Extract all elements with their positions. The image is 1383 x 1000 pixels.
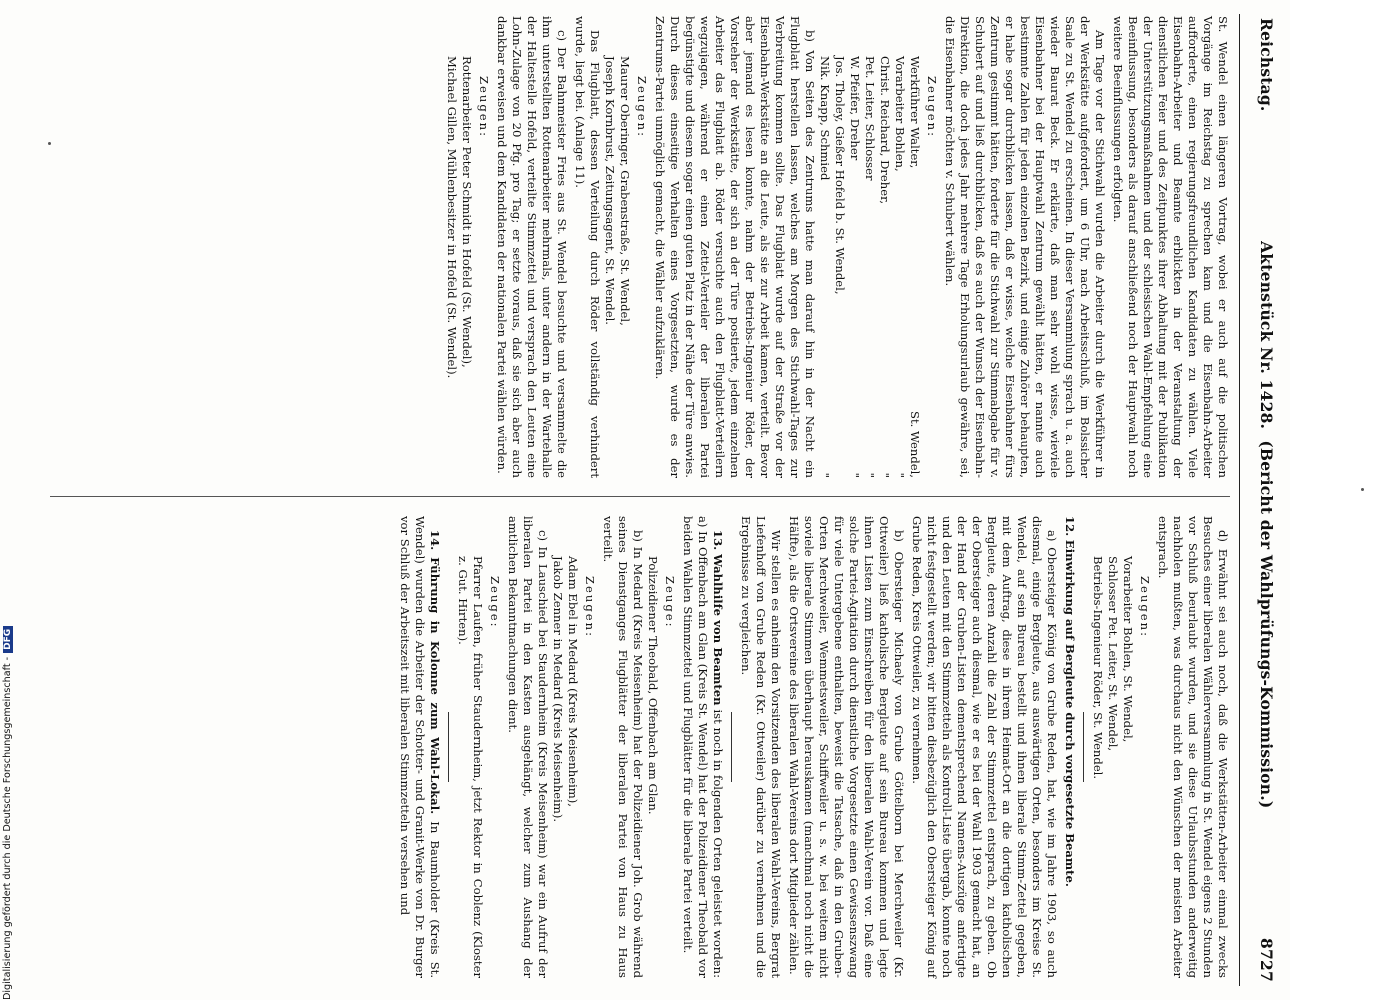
witness-list xyxy=(817,16,922,478)
witness-place: " xyxy=(848,472,862,478)
header-left: Reichstag. xyxy=(1257,18,1276,112)
witness-entry: Jakob Zenner in Medard (Kreis Meisenheim). xyxy=(551,556,565,823)
section-heading xyxy=(1062,516,1077,978)
witness-place: " xyxy=(818,472,832,478)
section-number: 13. xyxy=(711,530,725,551)
witness-label: Zeuge: xyxy=(663,576,677,629)
right-column xyxy=(394,516,1230,978)
header-center-text: Aktenstück Nr. 1428. xyxy=(1257,241,1276,430)
section-divider xyxy=(1083,712,1084,782)
paragraph: b) Von Seiten des Zentrums hatte man darauf hin in der Nacht ein Flugblatt herstellen lassen, welches am Morgen des Stichwahl-Tages zur Verbreitung kommen sollte. Das Flugblatt wurde auf der Straße vor der Eisenbahn-Werkstätte an die Leute, als sie zur Arbeit kamen, verteilt. Bevor aber jemand es lesen konnte, nahm der Betriebs-Ingenieur Röder, der Vorsteher der Werkstätte, der sich an der Türe postierte, jedem einzelnen Arbeiter das Flugblatt ab. Röder versuchte auch den Flugblatt-Verteilern wegzujagen, während er einen Zettel-Verteiler der liberalen Partei begünstigte und diesem sogar einen guten Platz in der Nähe der Türe anwies. Durch dieses einseitige Verhalten eines Vorgesetzten, wurde es der Zentrums-Partei unmöglich gemacht, die Wähler aufzuklären. xyxy=(653,16,817,478)
paragraph: Wir stellen es anheim den Vorsitzenden des liberalen Wahl-Vereins, Bergrat Liefenhoff von Grube Reden (Kr. Ottweiler) darüber zu vernehmen und die Ergebnisse zu vergleichen. xyxy=(739,516,783,978)
witness-entry xyxy=(847,16,862,478)
section-number: 14. xyxy=(428,530,442,551)
witness-entry xyxy=(892,16,907,478)
witness-entry xyxy=(862,16,877,478)
credit-text: Digitalisierung gefördert durch die Deutsche Forschungsgemeinschaft - xyxy=(2,656,13,1000)
witness-label: Zeugen: xyxy=(1138,576,1152,639)
page-header xyxy=(1244,18,1276,982)
witness-name: Jos. Tholey, Gießer Hofeld b. St. Wendel, xyxy=(833,56,847,295)
paragraph: Das Flugblatt, dessen Verteilung durch Röder vollständig verhindert wurde, liegt bei. (Anlage 11). xyxy=(573,16,602,478)
page-number: 8727 xyxy=(1257,938,1276,982)
witness-entry: Vorarbeiter Bohlen, St. Wendel, xyxy=(1121,556,1135,743)
section-paragraph xyxy=(397,516,442,978)
witness-entry xyxy=(832,16,847,478)
section-text: In Baumholder (Kreis St. Wendel) wurden die Arbeiter der Schotter- und Granit-Werke von Dr. Burger vor Schluß der Arbeitszeit mit liberalen Stimmzetteln versehen und xyxy=(398,516,442,979)
witness-place: " xyxy=(893,472,907,478)
paragraph: d) Erwähnt sei auch noch, daß die Werkstätten-Arbeiter einmal zwecks Besuches einer liberalen Wählerversammlung in St. Wendel eigens 2 Stunden vor Schluß beurlaubt wurden, und sie diese Urlaubsstunden anderweitig nachholen mußten, was durchaus nicht den Wünschen der meisten Arbeiter entsprach. xyxy=(1156,516,1230,978)
witness-name: Pet. Leiter, Schlosser xyxy=(863,56,877,181)
witness-name: Vorarbeiter Bohlen, xyxy=(893,56,907,172)
witness-entry: Polizeidiener Theobald, Offenbach am Glan. xyxy=(646,556,660,815)
witness-name: Christ. Reichard, Dreher, xyxy=(878,56,892,205)
dfg-logo: DFG xyxy=(3,626,13,653)
witness-name: W. Pfeifer, Dreher xyxy=(848,56,862,161)
left-column xyxy=(444,16,1230,478)
witness-entry xyxy=(877,16,892,478)
section-title: Wahlhilfe von Beamten xyxy=(711,554,725,706)
column-separator xyxy=(50,496,1230,497)
section-text: ist noch in folgenden Orten geleistet worden: a) In Offenbach am Glan (Kreis St. Wendel) hat der Polizeidiener Theobald vor beiden Wahlen Stimmzettel und Flugblätter für die liberale Partei verteilt. xyxy=(681,516,725,979)
paragraph: c) In Lauschied bei Staudernheim (Kreis Meisenheim) war ein Aufruf der liberalen Partei in den Kasten ausgehängt, welcher zum Aushang der amtlichen Bekanntmachungen dient. xyxy=(506,516,550,978)
witness-entry: Schlosser Pet. Leiter, St. Wendel, xyxy=(1106,556,1120,752)
scan-speck xyxy=(1361,488,1364,491)
section-paragraph xyxy=(680,516,725,978)
header-document-number xyxy=(1257,112,1276,939)
paragraph: b) Obersteiger Michaely von Grube Göttelborn bei Merchweiler (Kr. Ottweiler) ließ katholische Bergleute auf sein Bureau kommen und legte ihnen Listen zum Einschreiben für den liberalen Wahl-Verein vor. Daß eine solche Partei-Agitation durch dienstliche Vorgesetzte einen Gewissenszwang für viele Untergebene enthalten, beweist die Tatsache, daß in den Gruben-Orten Merchweiler, Wemmetsweiler, Schiffweiler u. s. w. bei weitem nicht soviele liberale Stimmen überhaupt herauskamen (manchmal noch nicht die Hälfte), als die Ortsvereine des liberalen Wahl-Vereins dort Mitglieder zählen. xyxy=(787,516,906,978)
witness-entry: Michael Gillen, Mühlenbesitzer in Hofeld (St. Wendel). xyxy=(445,56,459,379)
witness-entry: Pfarrer Laufen, früher Staudernheim, jetzt Rektor in Coblenz (Kloster z. Gut. Hirten). xyxy=(456,556,485,978)
witness-place: " xyxy=(863,472,877,478)
witness-label: Zeugen: xyxy=(583,576,597,639)
witness-name: Nik. Knapp, Schmied xyxy=(818,56,832,181)
witness-place: St. Wendel, xyxy=(908,411,922,478)
witness-label: Zeugen: xyxy=(635,76,649,139)
witness-entry: Maurer Oberinger, Grabenstraße, St. Wendel, xyxy=(618,56,632,326)
section-divider xyxy=(731,712,732,782)
witness-label: Zeugen: xyxy=(925,76,939,139)
header-right-text: (Bericht der Wahlprüfungs-Kommission.) xyxy=(1257,440,1276,809)
paragraph: b) In Medard (Kreis Meisenheim) hat der Polizeidiener Joh. Grob während seines Dienstganges Flugblätter der liberalen Partei von Haus zu Haus verteilt. xyxy=(601,516,645,978)
paragraph: St. Wendel einen längeren Vortrag, wobei er auch auf die politischen Vorgänge im Reichstag zu sprechen kam und die Eisenbahn-Arbeiter aufforderte, einen regierungsfreundlichen Kandidaten zu wählen. Viele Eisenbahn-Arbeiter und Beamte erblickten in der Veranstaltung der dienstlichen Feier und des Zeitpunktes ihrer Abhaltung mit der Publikation der Unterstützungsmaßnahmen und der schlesischen Wahl-Empfehlung eine Beeinflussung, besonders als darauf anschließend noch der Hauptwahl noch weitere Beeinflussungen erfolgten. xyxy=(1111,16,1230,478)
witness-entry xyxy=(817,16,832,478)
witness-entry: Joseph Kornbrust, Zeitungsagent, St. Wendel. xyxy=(603,56,617,325)
header-rule xyxy=(1239,14,1240,986)
paragraph: c) Der Bahnmeister Fries aus St. Wendel besuchte und versammelte die ihm unterstellten Rottenarbeiter mehrmals, unter andern in der Wartehalle der Haltestelle Hofeld, verteilte Stimmzettel und versprach den Leuten eine Lohn-Zulage von 20 Pfg. pro Tag; er setzte voraus, daß sie sich aber auch dankbar erweisen und dem Kandidaten der nationalen Partei wählen würden. xyxy=(495,16,569,478)
witness-entry: Betriebs-Ingenieur Röder, St. Wendel. xyxy=(1091,556,1105,780)
witness-label: Zeugen: xyxy=(477,76,491,139)
witness-entry xyxy=(907,16,922,478)
section-title: Einwirkung auf Bergleute durch vorgesetzte Beamte. xyxy=(1063,539,1077,887)
section-divider xyxy=(448,712,449,782)
witness-entry: Rottenarbeiter Peter Schmidt in Hofeld (St. Wendel), xyxy=(460,56,474,368)
witness-label: Zeuge: xyxy=(488,576,502,629)
scan-speck xyxy=(48,142,51,145)
section-title: Führung in Kolonne zum Wahl-Lokal. xyxy=(428,557,442,815)
witness-name: Werkführer Walter, xyxy=(908,56,922,169)
paragraph: Am Tage vor der Stichwahl wurden die Arbeiter durch die Werkführer in der Werkstätte aufgefordert, um 6 Uhr, nach Arbeitsschluß, im Bolssicher Saale zu St. Wendel zu erscheinen. In dieser Versammlung sprach u. a. auch wieder Baurat Beck. Er erklärte, daß man sehr wohl wisse, wieviele Eisenbahner bei der Hauptwahl Zentrum gewählt hätten, er nannte auch bestimmte Zahlen für jeden einzelnen Bezirk, und einige Zuhörer behaupten, er habe sogar durchblicken lassen, daß er wisse, welche Eisenbahner fürs Zentrum gestimmt hätten, forderte für die Stichwahl zur Stimmabgabe für v. Schubert auf und ließ durchblicken, daß es auch der Wunsch der Eisenbahn-Direktion, die doch jedes Jahr mehrere Tage Erholungsurlaub gewähre, sei, die Eisenbahner möchten v. Schubert wählen. xyxy=(943,16,1107,478)
witness-place: " xyxy=(878,472,892,478)
paragraph: a) Obersteiger König von Grube Reden, hat, wie im Jahre 1903, so auch diesmal, einige Bergleute, aus auswärtigen Orten, besonders im Kreise St. Wendel, auf sein Bureau bestellt und ihnen liberale Stimm-Zettel gegeben, mit dem Auftrag, diese in ihrem Heimat-Ort an die dortigen katholischen Bergleute, deren Anzahl die Zahl der Stimmzettel entsprach, zu geben. Ob der Obersteiger auch diesmal, wie er es bei der Wahl 1903 gemacht hat, an der Hand der Gruben-Listen dementsprechend Namens-Auszüge anfertigte und den Leuten mit den Stimmzetteln als Kontroll-Liste übergab, konnte noch nicht festgestellt werden; wir bitten diesbezüglich den Obersteiger König auf Grube Reden, Kreis Ottweiler, zu vernehmen. xyxy=(910,516,1059,978)
witness-entry: Adam Ebel in Medard (Kreis Meisenheim), xyxy=(566,556,580,807)
section-number: 12. xyxy=(1063,516,1077,537)
digitization-credit xyxy=(2,626,13,1000)
